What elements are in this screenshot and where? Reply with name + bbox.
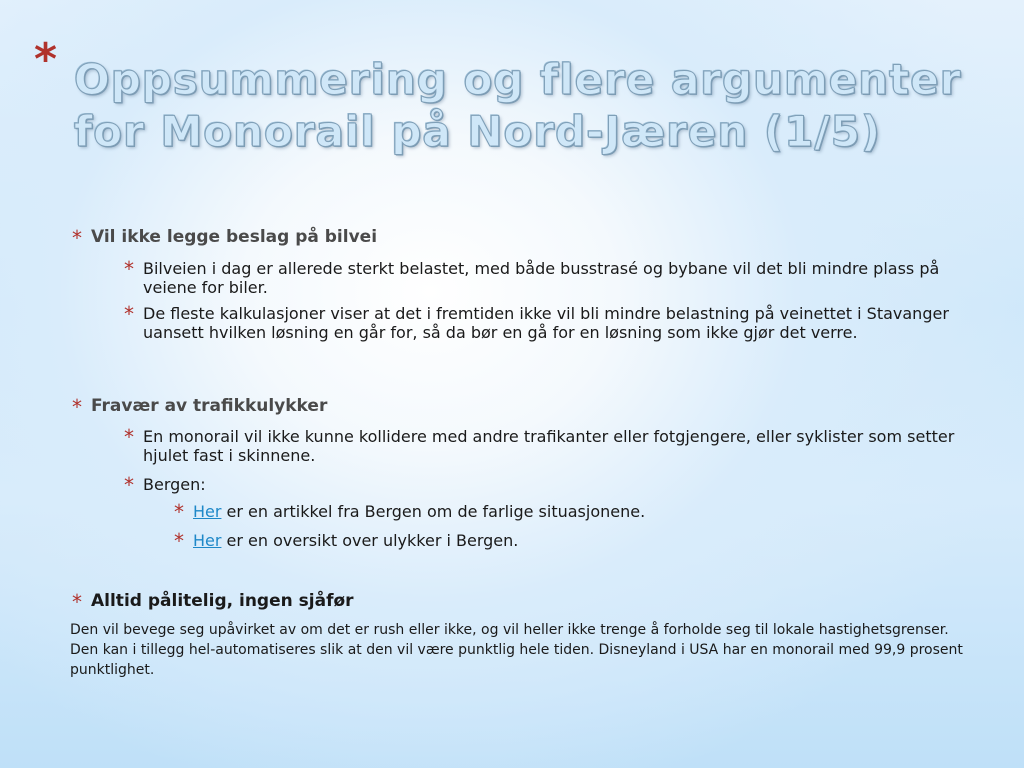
list-item: Bilveien i dag er allerede sterkt belastet, med både busstrasé og bybane vil det bli mindre plass på veiene for biler.	[143, 259, 940, 297]
list-item	[193, 502, 645, 521]
list-item: En monorail vil ikke kunne kollidere med andre trafikanter eller fotgjengere, eller syklister som setter hjulet fast i skinnene.	[143, 427, 955, 465]
section-heading-2: Fravær av trafikkulykker	[91, 396, 328, 416]
bullet-icon: *	[124, 257, 134, 281]
bullet-icon: *	[72, 590, 82, 614]
title-line-1: Oppsummering og flere argumenter	[74, 55, 962, 104]
title-line-2: for Monorail på Nord-Jæren (1/5)	[74, 107, 882, 156]
bullet-icon: *	[124, 425, 134, 449]
bullet-icon: *	[124, 302, 134, 326]
section-paragraph: Den vil bevege seg upåvirket av om det er rush eller ikke, og vil heller ikke trenge å forholde seg til lokale hastighetsgrenser. Den kan i tillegg hel-automatiseres slik at den vil være punktlig hele tiden. Disneyland i USA har en monorail med 99,9 prosent punktlighet.	[70, 622, 963, 678]
list-item	[193, 531, 518, 550]
bullet-icon: *	[72, 226, 82, 250]
list-item-text: er en oversikt over ulykker i Bergen.	[221, 531, 519, 550]
list-item: De fleste kalkulasjoner viser at det i fremtiden ikke vil bli mindre belastning på veinettet i Stavanger uansett hvilken løsning en går for, så da bør en gå for en løsning som ikke gjør det verre.	[143, 304, 949, 342]
section-heading-1: Vil ikke legge beslag på bilvei	[91, 227, 378, 247]
bullet-icon: *	[174, 529, 184, 553]
bullet-icon: *	[124, 473, 134, 497]
bullet-icon: *	[72, 395, 82, 419]
article-link[interactable]: Her	[193, 502, 222, 521]
list-item: Bergen:	[143, 475, 206, 494]
title-bullet-icon: *	[34, 34, 58, 85]
list-item-text: er en artikkel fra Bergen om de farlige situasjonene.	[221, 502, 646, 521]
section-heading-3: Alltid pålitelig, ingen sjåfør	[91, 591, 354, 611]
slide-title	[74, 54, 1004, 158]
bullet-icon: *	[174, 500, 184, 524]
accidents-link[interactable]: Her	[193, 531, 222, 550]
